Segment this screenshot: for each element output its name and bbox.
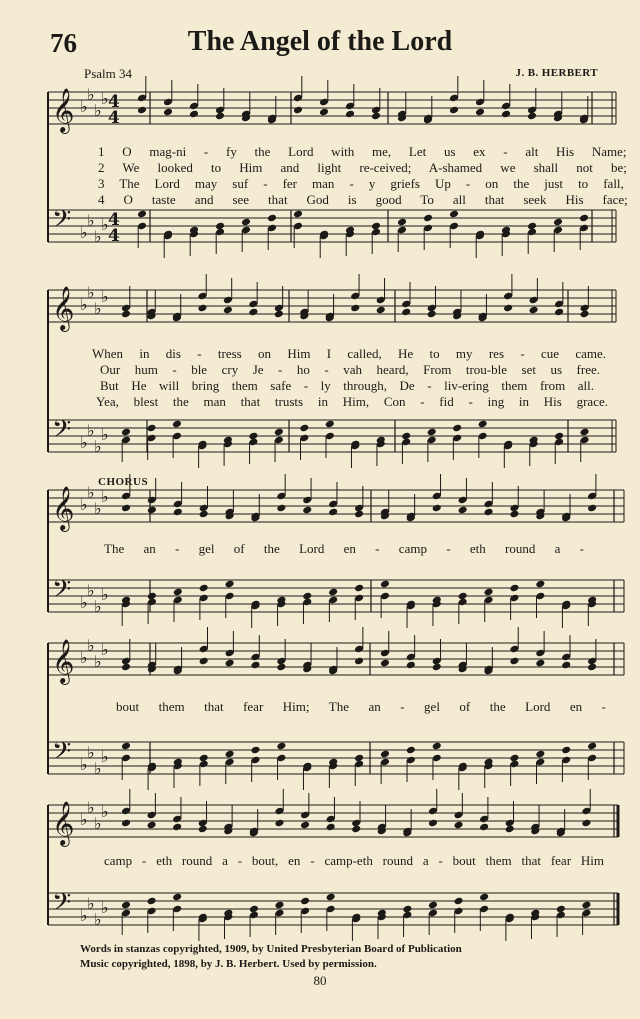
notehead <box>147 506 157 515</box>
notehead <box>328 588 338 597</box>
notehead <box>250 661 260 670</box>
notehead <box>452 424 462 433</box>
notehead <box>326 823 336 832</box>
flat-icon: ♭ <box>87 85 95 104</box>
treble-clef-icon: 𝄞 <box>52 486 75 530</box>
flat-icon: ♭ <box>94 759 102 778</box>
flat-icon: ♭ <box>94 299 102 318</box>
notehead <box>250 746 260 755</box>
notehead <box>163 108 173 117</box>
notehead <box>479 893 489 902</box>
notehead <box>380 750 390 759</box>
flat-icon: ♭ <box>87 743 95 762</box>
notehead <box>225 580 235 589</box>
stanza-line <box>96 394 608 410</box>
flat-icon: ♭ <box>87 421 95 440</box>
flat-icon: ♭ <box>94 910 102 929</box>
notehead <box>475 108 485 117</box>
notehead <box>503 304 513 313</box>
notehead <box>225 750 235 759</box>
lyric-text: The Lord may suf - fer man - y griefs Up - on the just to fall, <box>119 176 624 191</box>
notehead <box>274 901 284 910</box>
notehead <box>535 659 545 668</box>
flat-icon: ♭ <box>80 593 88 612</box>
bass-clef-icon: 𝄢 <box>52 205 72 240</box>
flat-icon: ♭ <box>80 906 88 925</box>
stanza-line <box>98 192 628 208</box>
notehead <box>527 112 537 121</box>
notehead <box>401 308 411 317</box>
flat-icon: ♭ <box>101 802 109 821</box>
notehead <box>147 897 157 906</box>
notehead <box>172 823 182 832</box>
notehead <box>172 893 182 902</box>
notehead <box>449 106 459 115</box>
flat-icon: ♭ <box>80 755 88 774</box>
notehead <box>501 110 511 119</box>
time-signature-bottom: 4 <box>108 108 120 128</box>
notehead <box>267 214 277 223</box>
flat-icon: ♭ <box>94 227 102 246</box>
notehead <box>561 746 571 755</box>
lyric-text: But He will bring them safe - ly through, De - liv-ering them from all. <box>100 378 594 393</box>
notehead <box>561 661 571 670</box>
notehead <box>350 304 360 313</box>
notehead <box>432 742 442 751</box>
page-number: 80 <box>313 973 327 988</box>
notehead <box>319 108 329 117</box>
lyric-text: We looked to Him and light re-ceived; A-shamed we shall not be; <box>122 160 627 175</box>
lyric-text: O mag-ni - fy the Lord with me, Let us ex - alt His Name; <box>122 144 627 159</box>
notehead <box>535 750 545 759</box>
notehead <box>326 893 336 902</box>
flat-icon: ♭ <box>94 597 102 616</box>
stanza-number: 1 <box>98 144 123 159</box>
flat-icon: ♭ <box>94 437 102 456</box>
notehead <box>484 588 494 597</box>
notehead <box>509 584 519 593</box>
notehead <box>325 420 335 429</box>
notehead <box>354 510 364 519</box>
lyric-text: Our hum - ble cry Je - ho - vah heard, From trou-ble set us free. <box>100 362 600 377</box>
flat-icon: ♭ <box>101 215 109 234</box>
chorus-line <box>104 853 604 869</box>
notehead <box>454 821 464 830</box>
bass-clef-icon: 𝄢 <box>52 888 72 923</box>
stanza-number: 2 <box>98 160 123 175</box>
notehead <box>587 504 597 513</box>
flat-icon: ♭ <box>80 433 88 452</box>
notehead <box>293 106 303 115</box>
stanza-line <box>100 378 594 394</box>
flat-icon: ♭ <box>87 483 95 502</box>
composer: J. B. HERBERT <box>515 67 598 79</box>
notehead <box>300 897 310 906</box>
flat-icon: ♭ <box>101 89 109 108</box>
flat-icon: ♭ <box>101 640 109 659</box>
hymn-title: The Angel of the Lord <box>187 26 453 57</box>
bass-clef-icon: 𝄢 <box>52 737 72 772</box>
notehead <box>189 110 199 119</box>
flat-icon: ♭ <box>94 814 102 833</box>
flat-icon: ♭ <box>80 810 88 829</box>
flat-icon: ♭ <box>87 636 95 655</box>
notehead <box>274 428 284 437</box>
notehead <box>274 819 284 828</box>
notehead <box>197 304 207 313</box>
notehead <box>449 210 459 219</box>
notehead <box>587 742 597 751</box>
time-signature-top: 4 <box>108 210 120 230</box>
flat-icon: ♭ <box>101 898 109 917</box>
notehead <box>199 657 209 666</box>
flat-icon: ♭ <box>87 798 95 817</box>
lyric-text: Yea, blest the man that trusts in Him, Con - fid - ing in His grace. <box>96 394 608 409</box>
notehead <box>137 106 147 115</box>
lyric-text: O taste and see that God is good To all that seek His face; <box>123 192 628 207</box>
notehead <box>406 746 416 755</box>
notehead <box>432 504 442 513</box>
flat-icon: ♭ <box>80 295 88 314</box>
notehead <box>274 310 284 319</box>
notehead <box>458 506 468 515</box>
footer-copyright-music: Music copyrighted, 1898, by J. B. Herbert. Used by permission. <box>80 958 377 970</box>
stanza-line <box>98 160 627 176</box>
notehead <box>351 825 361 834</box>
notehead <box>241 218 251 227</box>
time-signature-bottom: 4 <box>108 226 120 246</box>
notehead <box>276 504 286 513</box>
chorus-line <box>116 699 606 715</box>
scripture-source: Psalm 34 <box>84 66 133 81</box>
stanza-line <box>98 144 627 160</box>
lyric-text: bout them that fear Him; The an - gel of the Lord en - <box>116 699 606 714</box>
notehead <box>581 901 591 910</box>
notehead <box>354 584 364 593</box>
notehead <box>121 663 131 672</box>
treble-clef-icon: 𝄞 <box>52 639 75 683</box>
flat-icon: ♭ <box>87 581 95 600</box>
notehead <box>505 825 515 834</box>
chorus-label: CHORUS <box>98 476 149 488</box>
lyric-text: camp - eth round a - bout, en - camp-eth round a - bout them that fear Him <box>104 853 604 868</box>
flat-icon: ♭ <box>80 495 88 514</box>
flat-icon: ♭ <box>101 287 109 306</box>
notehead <box>172 420 182 429</box>
stanza-number: 3 <box>98 176 120 191</box>
notehead <box>199 510 209 519</box>
stanza-number: 4 <box>98 192 124 207</box>
flat-icon: ♭ <box>94 101 102 120</box>
notehead <box>173 588 183 597</box>
notehead <box>554 308 564 317</box>
notehead <box>198 825 208 834</box>
flat-icon: ♭ <box>101 747 109 766</box>
notehead <box>276 663 286 672</box>
flat-icon: ♭ <box>94 652 102 671</box>
notehead <box>580 310 590 319</box>
notehead <box>484 508 494 517</box>
notehead <box>121 819 131 828</box>
notehead <box>553 218 563 227</box>
notehead <box>215 112 225 121</box>
notehead <box>371 112 381 121</box>
flat-icon: ♭ <box>87 283 95 302</box>
notehead <box>121 428 131 437</box>
notehead <box>146 424 156 433</box>
flat-icon: ♭ <box>80 223 88 242</box>
treble-clef-icon: 𝄞 <box>52 801 75 845</box>
treble-clef-icon: 𝄞 <box>52 286 75 330</box>
bass-clef-icon: 𝄢 <box>52 415 72 450</box>
notehead <box>137 210 147 219</box>
notehead <box>147 821 157 830</box>
notehead <box>121 504 131 513</box>
notehead <box>328 508 338 517</box>
notehead <box>397 218 407 227</box>
notehead <box>121 901 131 910</box>
stanza-line <box>100 362 600 378</box>
treble-clef-icon: 𝄞 <box>52 88 75 132</box>
flat-icon: ♭ <box>80 648 88 667</box>
notehead <box>376 306 386 315</box>
flat-icon: ♭ <box>101 585 109 604</box>
notehead <box>293 210 303 219</box>
notehead <box>302 506 312 515</box>
notehead <box>299 424 309 433</box>
notehead <box>509 657 519 666</box>
chorus-line <box>104 541 584 557</box>
flat-icon: ♭ <box>94 499 102 518</box>
stanza-line <box>92 346 606 362</box>
notehead <box>478 420 488 429</box>
notehead <box>276 742 286 751</box>
notehead <box>300 821 310 830</box>
notehead <box>121 742 131 751</box>
notehead <box>432 663 442 672</box>
notehead <box>587 663 597 672</box>
notehead <box>580 428 590 437</box>
flat-icon: ♭ <box>87 211 95 230</box>
notehead <box>345 110 355 119</box>
notehead <box>579 214 589 223</box>
notehead <box>454 897 464 906</box>
notehead <box>581 819 591 828</box>
notehead <box>248 308 258 317</box>
notehead <box>423 214 433 223</box>
notehead <box>173 508 183 517</box>
notehead <box>406 661 416 670</box>
flat-icon: ♭ <box>80 97 88 116</box>
notehead <box>199 584 209 593</box>
notehead <box>529 306 539 315</box>
notehead <box>509 510 519 519</box>
lyric-text: The an - gel of the Lord en - camp - eth round a - <box>104 541 584 556</box>
notehead <box>380 580 390 589</box>
notehead <box>380 659 390 668</box>
notehead <box>427 428 437 437</box>
notehead <box>121 310 131 319</box>
notehead <box>535 580 545 589</box>
flat-icon: ♭ <box>87 894 95 913</box>
stanza-line <box>98 176 624 192</box>
notehead <box>223 306 233 315</box>
notehead <box>428 901 438 910</box>
lyric-text: When in dis - tress on Him I called, He to my res - cue came. <box>92 346 606 361</box>
flat-icon: ♭ <box>101 425 109 444</box>
notehead <box>427 310 437 319</box>
footer-copyright-words: Words in stanzas copyrighted, 1909, by United Presbyterian Board of Publication <box>80 943 462 955</box>
notehead <box>428 819 438 828</box>
hymn-number: 76 <box>50 28 77 58</box>
flat-icon: ♭ <box>101 487 109 506</box>
notehead <box>354 657 364 666</box>
bass-clef-icon: 𝄢 <box>52 575 72 610</box>
notehead <box>225 659 235 668</box>
time-signature-top: 4 <box>108 92 120 112</box>
notehead <box>479 823 489 832</box>
